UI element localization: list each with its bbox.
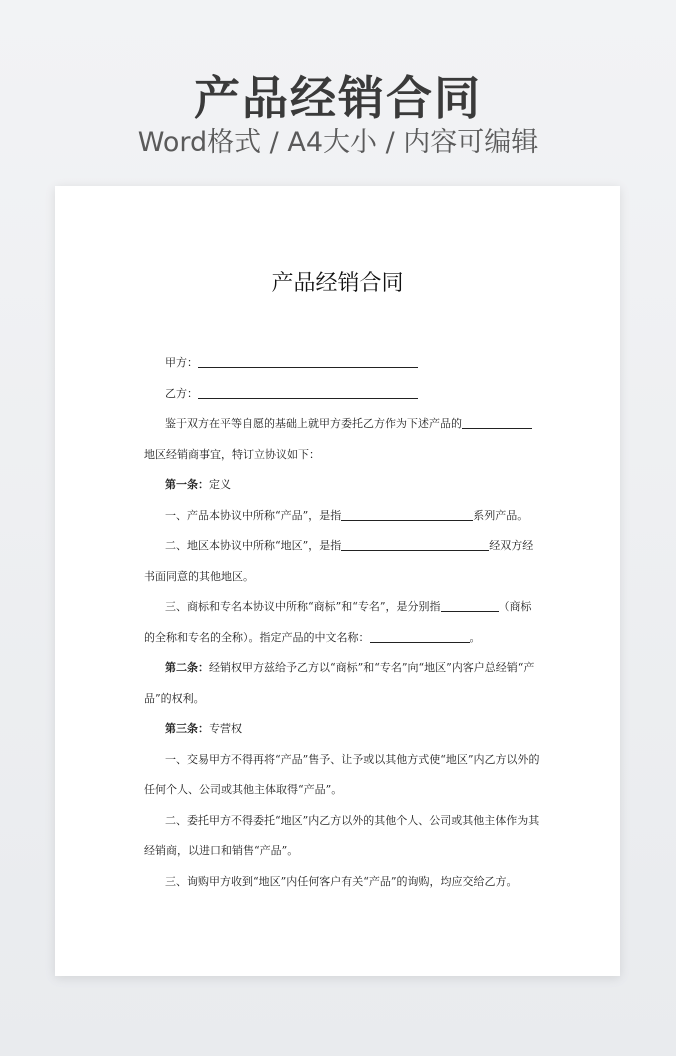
document-body <box>144 348 540 897</box>
intro-line-2 <box>144 440 531 471</box>
exclusivity-2-cont: 经销商，以进口和销售“产品”。 <box>144 844 299 857</box>
intro-text-2: 地区经销商事宜，特订立协议如下： <box>144 447 320 461</box>
definition-2-post: 经双方经 <box>489 539 534 552</box>
exclusivity-1-continued <box>144 775 531 806</box>
definition-2 <box>144 531 534 562</box>
definition-3-continued <box>144 623 531 654</box>
article-3-title: 专营权 <box>209 722 242 735</box>
party-b-label: 乙方： <box>165 386 198 400</box>
article-1-label: 第一条： <box>165 478 209 491</box>
article-2-label: 第二条： <box>165 661 209 674</box>
article-1-heading <box>144 470 531 501</box>
product-blank <box>462 415 532 429</box>
exclusivity-2-text: 二、委托甲方不得委托“地区”内乙方以外的其他个人、公司或其他主体作为其 <box>165 813 540 827</box>
definition-1-pre: 一、产品本协议中所称“产品”，是指 <box>165 508 342 522</box>
definition-2-cont: 书面同意的其他地区。 <box>144 569 254 583</box>
article-2-continued <box>144 684 531 715</box>
banner-subtitle: Word格式 / A4大小 / 内容可编辑 <box>137 127 539 158</box>
chinese-name-blank <box>370 629 470 643</box>
definition-2-pre: 二、地区本协议中所称“地区”，是指 <box>165 539 342 552</box>
exclusivity-3 <box>144 867 531 898</box>
article-3-heading <box>144 714 531 745</box>
banner-title: 产品经销合同 <box>194 71 482 125</box>
party-a-line <box>144 348 531 379</box>
definition-1 <box>144 501 531 532</box>
article-2-text: 经销权甲方兹给予乙方以“商标”和“专名”向“地区”内客户总经销“产 <box>209 661 535 674</box>
exclusivity-1 <box>144 745 540 776</box>
definition-3-blank <box>441 598 499 612</box>
exclusivity-2 <box>144 806 540 837</box>
document-page <box>55 186 620 976</box>
party-b-line <box>144 379 531 410</box>
article-1-title: 定义 <box>209 478 231 491</box>
definition-3-cont-post: 。 <box>469 630 481 644</box>
exclusivity-3-text: 三、询购甲方收到“地区”内任何客户有关“产品”的询购，均应交给乙方。 <box>165 874 518 888</box>
intro-text-1: 鉴于双方在平等自愿的基础上就甲方委托乙方作为下述产品的 <box>165 417 462 430</box>
definition-2-blank <box>341 537 489 551</box>
article-2-cont: 品”的权利。 <box>144 691 205 705</box>
exclusivity-1-cont: 任何个人、公司或其他主体取得“产品”。 <box>144 783 343 796</box>
article-2 <box>144 653 535 684</box>
party-a-label: 甲方： <box>165 356 198 369</box>
definition-3 <box>144 592 531 623</box>
exclusivity-1-text: 一、交易甲方不得再将“产品”售予、让予或以其他方式使“地区”内乙方以外的 <box>165 752 540 766</box>
definition-3-post: （商标 <box>498 600 532 613</box>
definition-3-pre: 三、商标和专名本协议中所称“商标”和“专名”，是分别指 <box>165 600 441 613</box>
party-b-blank <box>198 385 418 399</box>
definition-2-continued <box>144 562 531 593</box>
definition-1-post: 系列产品。 <box>473 508 529 522</box>
definition-3-cont-pre: 的全称和专名的全称）。指定产品的中文名称： <box>144 630 370 644</box>
document-title: 产品经销合同 <box>271 271 404 296</box>
article-3-label: 第三条： <box>165 722 209 735</box>
party-a-blank <box>198 354 418 368</box>
intro-line-1 <box>144 409 531 440</box>
definition-1-blank <box>341 507 473 521</box>
exclusivity-2-continued <box>144 836 531 867</box>
